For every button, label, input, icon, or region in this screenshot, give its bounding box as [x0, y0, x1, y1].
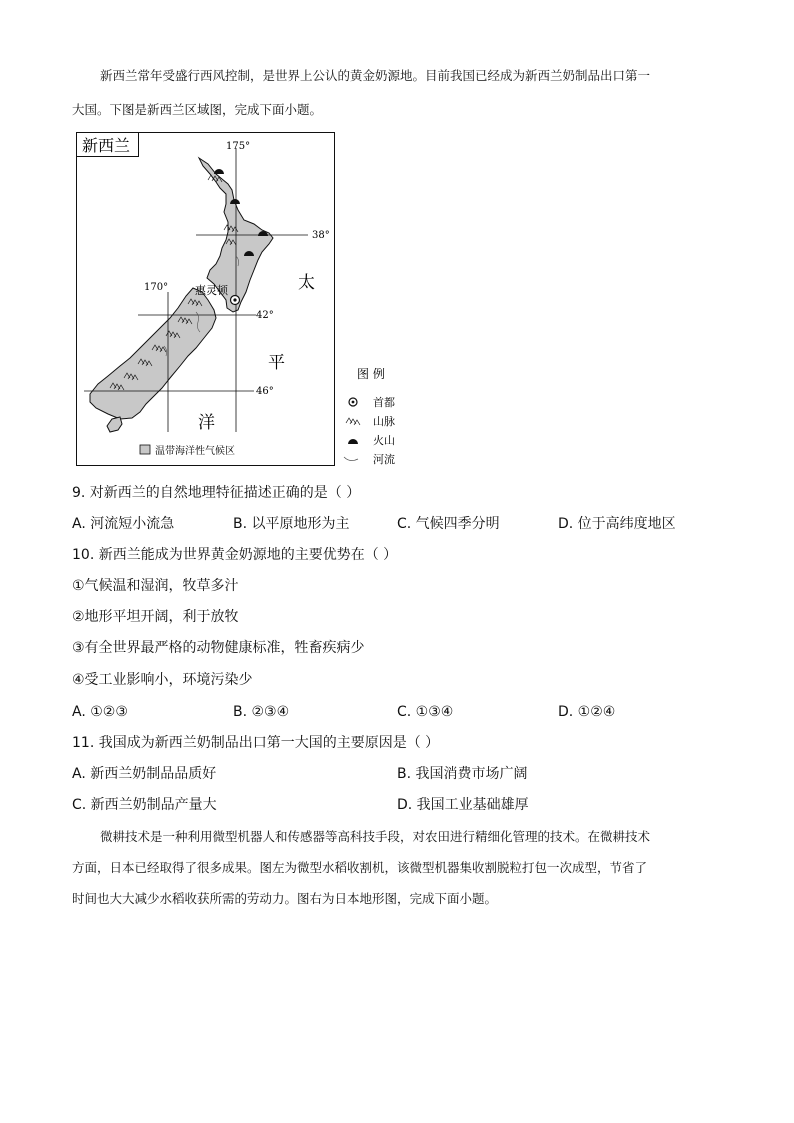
q11-option-a[interactable]: A. 新西兰奶制品品质好: [72, 766, 217, 782]
q10-statement-3: ③有全世界最严格的动物健康标准，牲畜疾病少: [72, 640, 365, 656]
legend-volcano-label: 火山: [373, 434, 395, 447]
legend-title: 图 例: [357, 367, 385, 381]
ocean-label-2: 平: [268, 353, 285, 373]
label-170: 170°: [144, 282, 169, 293]
q11-stem: 11. 我国成为新西兰奶制品出口第一大国的主要原因是（ ）: [72, 735, 440, 751]
ocean-label-3: 洋: [198, 413, 215, 433]
q11-option-d[interactable]: D. 我国工业基础雄厚: [397, 797, 529, 813]
q10-stem: 10. 新西兰能成为世界黄金奶源地的主要优势在（ ）: [72, 547, 398, 563]
map-title: 新西兰: [82, 136, 131, 155]
q9-option-c[interactable]: C. 气候四季分明: [397, 516, 500, 532]
label-46: 46°: [256, 386, 274, 397]
climate-legend-label: 温带海洋性气候区: [155, 446, 235, 457]
q9-option-d[interactable]: D. 位于高纬度地区: [558, 516, 676, 532]
q10-statement-1: ①气候温和湿润，牧草多汁: [72, 578, 239, 594]
label-42: 42°: [256, 310, 274, 321]
q10-option-b[interactable]: B. ②③④: [233, 704, 290, 720]
intro1-line1: 新西兰常年受盛行西风控制，是世界上公认的黄金奶源地。目前我国已经成为新西兰奶制品出口第一: [100, 68, 651, 83]
q10-option-c[interactable]: C. ①③④: [397, 704, 454, 720]
intro2-line2: 方面，日本已经取得了很多成果。图左为微型水稻收割机，该微型机器集收割脱粒打包一次成型，节省了: [72, 860, 648, 875]
legend-volcano-icon: [348, 439, 358, 444]
legend-mountain-label: 山脉: [373, 415, 395, 428]
intro1-line2: 大国。下图是新西兰区域图，完成下面小题。: [72, 102, 323, 117]
q10-statement-4: ④受工业影响小，环境污染少: [72, 672, 253, 688]
legend-river-icon: [344, 457, 358, 461]
intro2-line1: 微耕技术是一种利用微型机器人和传感器等高科技手段，对农田进行精细化管理的技术。在微耕技术: [100, 829, 651, 844]
legend-capital-label: 首都: [373, 396, 395, 409]
q9-stem: 9. 对新西兰的自然地理特征描述正确的是（ ）: [72, 485, 361, 501]
label-175: 175°: [226, 141, 251, 152]
q10-statement-2: ②地形平坦开阔，利于放牧: [72, 609, 239, 625]
climate-swatch: [140, 445, 150, 454]
legend-river-label: 河流: [373, 453, 395, 466]
ocean-label-1: 太: [298, 273, 315, 293]
intro2-line3: 时间也大大减少水稻收获所需的劳动力。图右为日本地形图，完成下面小题。: [72, 891, 498, 906]
q11-option-c[interactable]: C. 新西兰奶制品产量大: [72, 797, 217, 813]
legend-mountain-icon: [346, 418, 360, 425]
q10-option-d[interactable]: D. ①②④: [558, 704, 616, 720]
q11-option-b[interactable]: B. 我国消费市场广阔: [397, 766, 528, 782]
label-38: 38°: [312, 230, 330, 241]
capital-label: 惠灵顿: [195, 284, 228, 297]
q9-option-a[interactable]: A. 河流短小流急: [72, 516, 175, 532]
q10-option-a[interactable]: A. ①②③: [72, 704, 128, 720]
new-zealand-map: [76, 132, 416, 472]
q9-option-b[interactable]: B. 以平原地形为主: [233, 516, 350, 532]
